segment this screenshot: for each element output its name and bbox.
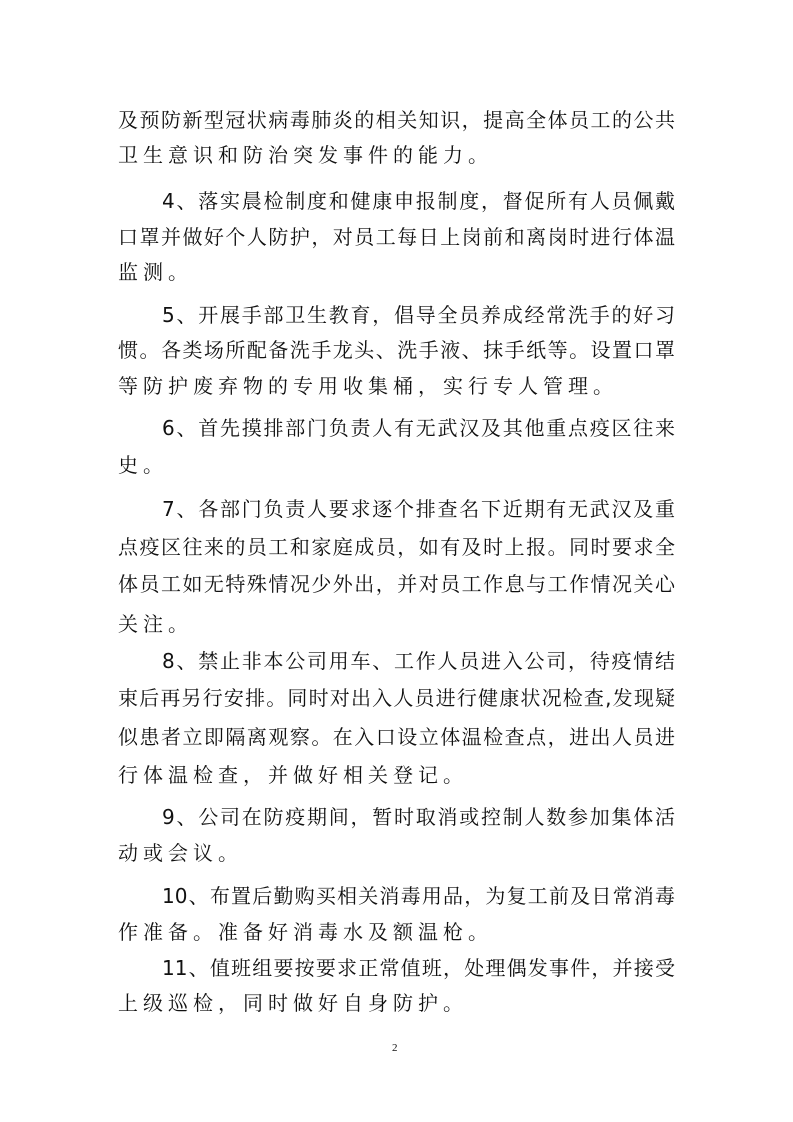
text-line: 动或会议。	[118, 840, 243, 865]
text-line: 上级巡检，同时做好自身防护。	[118, 991, 468, 1015]
paragraph-5-start: 5、开展手部卫生教育，倡导全员养成经常洗手的好习	[162, 302, 675, 327]
text-line: 口罩并做好个人防护，对员工每日上岗前和离岗时进行体温	[118, 224, 675, 249]
text-line: 似患者立即隔离观察。在入口设立体温检查点，进出人员进	[118, 725, 675, 750]
page-number: 2	[392, 1042, 398, 1054]
paragraph-6-start: 6、首先摸排部门负责人有无武汉及其他重点疫区往来	[162, 415, 675, 440]
text-line: 体员工如无特殊情况少外出，并对员工作息与工作情况关心	[118, 572, 675, 597]
text-line: 卫生意识和防治突发事件的能力。	[118, 143, 493, 168]
text-line: 束后再另行安排。同时对出入人员进行健康状况检查,发现疑	[118, 686, 675, 711]
paragraph-11-start: 11、值班组要按要求正常值班，处理偶发事件，并接受	[162, 955, 675, 980]
paragraph-9-start: 9、公司在防疫期间，暂时取消或控制人数参加集体活	[162, 805, 675, 830]
text-line: 史。	[118, 452, 168, 477]
text-line: 监测。	[118, 259, 193, 284]
paragraph-8-start: 8、禁止非本公司用车、工作人员进入公司，待疫情结	[162, 648, 675, 673]
text-line: 点疫区往来的员工和家庭成员，如有及时上报。同时要求全	[118, 535, 675, 560]
text-line: 等防护废弃物的专用收集桶，实行专人管理。	[118, 373, 618, 398]
paragraph-4-start: 4、落实晨检制度和健康申报制度，督促所有人员佩戴	[162, 189, 675, 214]
text-line: 作准备。准备好消毒水及额温枪。	[118, 920, 493, 945]
text-line: 及预防新型冠状病毒肺炎的相关知识，提高全体员工的公共	[118, 108, 675, 132]
paragraph-10-start: 10、布置后勤购买相关消毒用品，为复工前及日常消毒	[162, 883, 675, 908]
text-line: 行体温检查，并做好相关登记。	[118, 762, 468, 787]
text-line: 惯。各类场所配备洗手龙头、洗手液、抹手纸等。设置口罩	[118, 338, 675, 363]
paragraph-7-start: 7、各部门负责人要求逐个排查名下近期有无武汉及重	[162, 496, 675, 521]
text-line: 关注。	[118, 611, 193, 636]
